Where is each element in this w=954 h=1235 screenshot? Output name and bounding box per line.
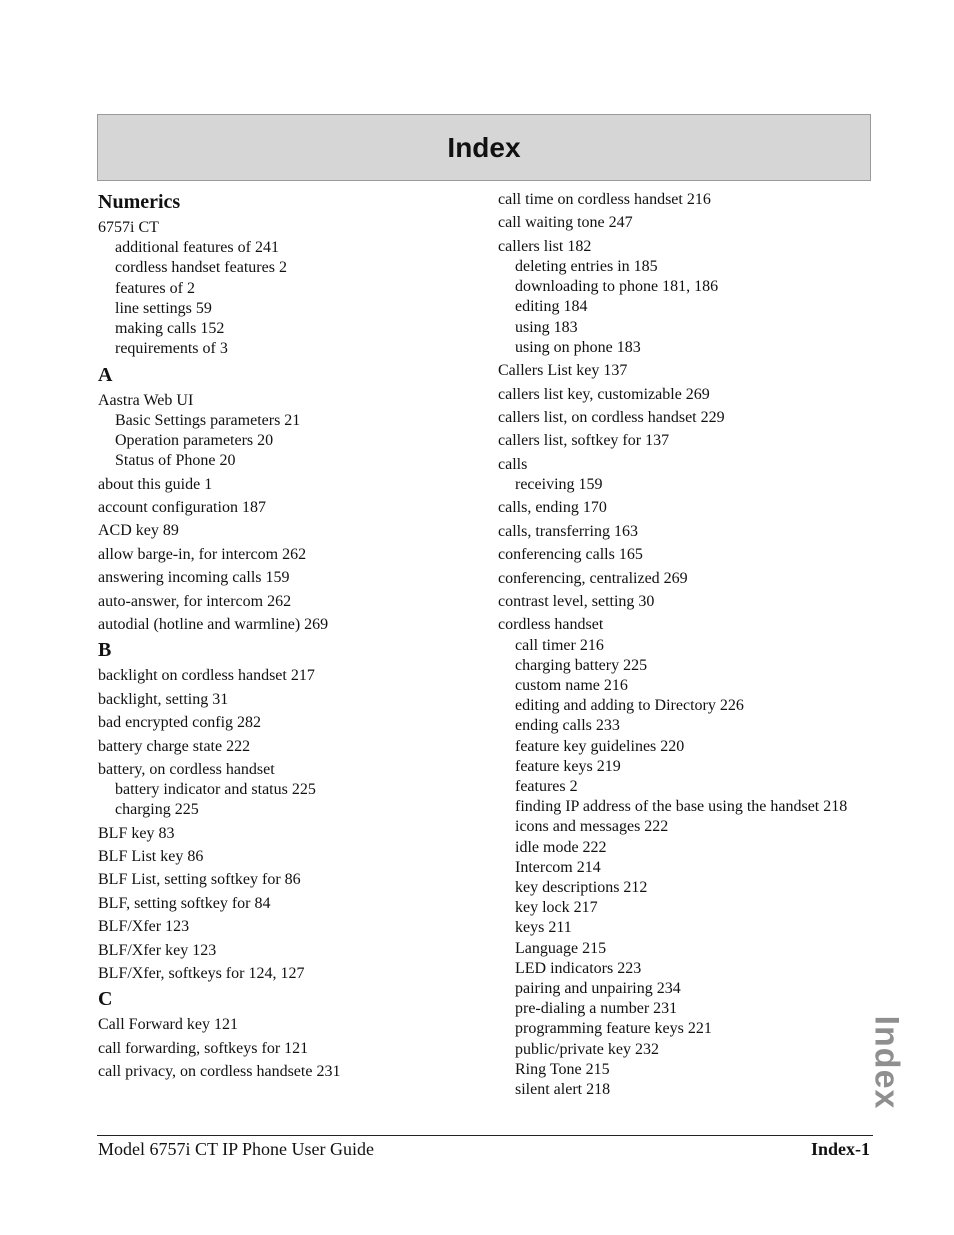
index-entry-term: Call Forward key 121 — [98, 1016, 238, 1034]
index-entry-term: conferencing calls 165 — [498, 546, 643, 564]
index-subentry: Ring Tone 215 — [515, 1060, 610, 1078]
index-entry — [98, 870, 478, 890]
index-title-band — [97, 114, 871, 181]
index-subentry: pairing and unpairing 234 — [515, 979, 681, 997]
index-entry-term: cordless handset — [498, 616, 604, 634]
index-entry — [498, 545, 878, 565]
index-subentry: features of 2 — [115, 279, 195, 297]
index-subentry: Operation parameters 20 — [115, 432, 274, 450]
index-entry — [98, 592, 478, 612]
index-entry — [498, 431, 878, 451]
footer-page-number: Index-1 — [810, 1139, 870, 1159]
index-entry — [98, 218, 478, 359]
index-entry-term: backlight on cordless handset 217 — [98, 667, 315, 685]
index-subentry: icons and messages 222 — [515, 818, 669, 836]
index-subentry: line settings 59 — [115, 299, 212, 317]
index-subentry: key descriptions 212 — [515, 878, 648, 896]
index-entry-term: call waiting tone 247 — [498, 214, 633, 232]
index-subentry: keys 211 — [515, 919, 572, 937]
side-thumb-tab — [862, 1012, 910, 1112]
index-entry — [498, 455, 878, 495]
index-subentry: Status of Phone 20 — [115, 452, 236, 470]
index-subentry: cordless handset features 2 — [115, 259, 287, 277]
index-entry — [98, 615, 478, 635]
index-entry — [98, 1039, 478, 1059]
index-subentry: deleting entries in 185 — [515, 257, 658, 275]
index-section-heading: A — [98, 363, 113, 386]
footer-guide-title: Model 6757i CT IP Phone User Guide — [98, 1139, 374, 1159]
footer-divider — [97, 1135, 873, 1136]
index-entry-term: BLF List key 86 — [98, 848, 204, 866]
index-entry — [98, 847, 478, 867]
index-entry-term: about this guide 1 — [98, 475, 213, 493]
index-subentry: programming feature keys 221 — [515, 1020, 712, 1038]
index-subentry: public/private key 232 — [515, 1040, 659, 1058]
index-entry-term: allow barge-in, for intercom 262 — [98, 545, 307, 563]
index-subentry: ending calls 233 — [515, 717, 620, 735]
index-subentry: charging battery 225 — [515, 656, 648, 674]
index-subentry: key lock 217 — [515, 899, 598, 917]
page-title: Index — [447, 131, 521, 163]
index-entry — [498, 190, 878, 210]
index-entry-term: autodial (hotline and warmline) 269 — [98, 615, 329, 633]
index-entry-term: battery, on cordless handset — [98, 760, 275, 778]
index-entry-term: call forwarding, softkeys for 121 — [98, 1039, 309, 1057]
index-entry — [498, 615, 878, 1100]
index-entry-term: BLF key 83 — [98, 824, 175, 842]
index-entry — [498, 237, 878, 358]
index-entry-term: account configuration 187 — [98, 499, 266, 516]
index-entry — [98, 545, 478, 565]
index-subentry: finding IP address of the base using the handset 218 — [515, 798, 848, 816]
index-subentry: feature keys 219 — [515, 757, 621, 775]
index-entry — [498, 498, 878, 518]
index-entry-term: BLF, setting softkey for 84 — [98, 894, 271, 912]
index-entry — [98, 760, 478, 821]
index-entry — [498, 213, 878, 233]
index-section-heading: Numerics — [98, 191, 181, 213]
index-entry-term: backlight, setting 31 — [98, 690, 229, 708]
index-subentry: custom name 216 — [515, 676, 628, 694]
index-entry — [498, 569, 878, 589]
index-entry — [498, 592, 878, 612]
index-entry — [98, 498, 478, 518]
index-entry-term: conferencing, centralized 269 — [498, 569, 688, 587]
index-entry — [98, 894, 478, 914]
index-left-column — [98, 190, 478, 1086]
index-entry-term: answering incoming calls 159 — [98, 569, 290, 587]
index-subentry: downloading to phone 181, 186 — [515, 278, 719, 296]
index-subentry: silent alert 218 — [515, 1080, 611, 1098]
index-entry-term: callers list 182 — [498, 237, 592, 255]
index-subentry: Basic Settings parameters 21 — [115, 411, 301, 429]
index-entry — [98, 666, 478, 686]
index-entry — [498, 522, 878, 542]
index-entry-term: call time on cordless handset 216 — [498, 191, 711, 208]
side-tab-label: Index — [867, 1015, 906, 1109]
index-right-column — [498, 190, 878, 1103]
index-entry-term: BLF/Xfer key 123 — [98, 941, 217, 959]
index-entry-term: 6757i CT — [98, 219, 159, 236]
index-entry — [98, 941, 478, 961]
index-entry-term: battery charge state 222 — [98, 737, 251, 755]
index-subentry: battery indicator and status 225 — [115, 781, 316, 799]
index-entry-term: bad encrypted config 282 — [98, 714, 262, 732]
index-subentry: using 183 — [515, 318, 578, 336]
index-entry — [98, 713, 478, 733]
index-entry-term: calls, transferring 163 — [498, 522, 638, 540]
index-subentry: additional features of 241 — [115, 239, 279, 257]
index-entry-term: BLF List, setting softkey for 86 — [98, 871, 301, 889]
index-entry-term: callers list, softkey for 137 — [498, 432, 670, 450]
index-entry — [98, 737, 478, 757]
index-entry — [98, 824, 478, 844]
index-entry — [98, 917, 478, 937]
index-subentry: features 2 — [515, 777, 578, 795]
index-entry — [98, 1015, 478, 1035]
index-entry-term: Callers List key 137 — [498, 362, 628, 380]
index-entry — [98, 521, 478, 541]
index-subentry: Intercom 214 — [515, 858, 601, 876]
index-entry — [498, 408, 878, 428]
index-entry-term: BLF/Xfer, softkeys for 124, 127 — [98, 965, 305, 983]
index-subentry: using on phone 183 — [515, 338, 641, 356]
index-subentry: requirements of 3 — [115, 340, 228, 358]
index-entry — [498, 361, 878, 381]
index-entry-term: callers list key, customizable 269 — [498, 385, 710, 403]
index-entry-term: call privacy, on cordless handsete 231 — [98, 1063, 341, 1081]
index-subentry: pre-dialing a number 231 — [515, 1000, 678, 1018]
index-subentry: making calls 152 — [115, 320, 225, 338]
index-subentry: receiving 159 — [515, 475, 603, 493]
index-subentry: idle mode 222 — [515, 838, 607, 856]
index-subentry: charging 225 — [115, 801, 199, 819]
index-subentry: call timer 216 — [515, 636, 604, 654]
index-section-heading: C — [98, 988, 113, 1011]
index-entry — [98, 568, 478, 588]
index-entry-term: BLF/Xfer 123 — [98, 918, 190, 936]
index-subentry: editing 184 — [515, 298, 588, 316]
index-entry-term: Aastra Web UI — [98, 391, 194, 409]
index-entry — [98, 964, 478, 984]
index-entry — [98, 391, 478, 472]
index-entry-term: calls — [498, 455, 528, 473]
index-entry — [98, 475, 478, 495]
index-entry — [98, 1062, 478, 1082]
index-entry-term: calls, ending 170 — [498, 499, 607, 517]
index-subentry: feature key guidelines 220 — [515, 737, 685, 755]
index-entry-term: auto-answer, for intercom 262 — [98, 592, 292, 610]
index-section-heading: B — [98, 639, 112, 662]
index-entry-term: callers list, on cordless handset 229 — [498, 408, 725, 426]
index-subentry: editing and adding to Directory 226 — [515, 697, 744, 715]
index-entry-term: contrast level, setting 30 — [498, 592, 655, 610]
index-entry-term: ACD key 89 — [98, 522, 179, 540]
index-subentry: LED indicators 223 — [515, 959, 642, 977]
index-entry — [498, 385, 878, 405]
index-entry — [98, 690, 478, 710]
index-subentry: Language 215 — [515, 939, 607, 957]
